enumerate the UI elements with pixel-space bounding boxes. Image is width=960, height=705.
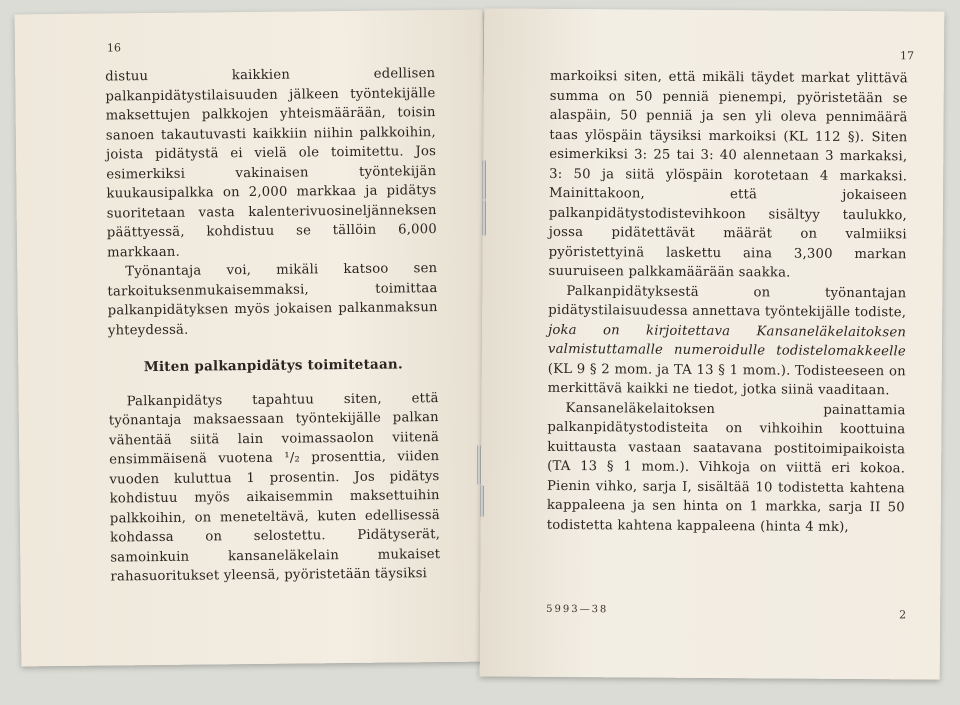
right-paragraph-2-end: (KL 9 § 2 mom. ja TA 13 § 1 mom.). Todisteeseen on merkittävä kaikki ne tiedot, jotka siinä vaaditaan.: [547, 361, 906, 399]
staple-top-icon: [482, 160, 486, 200]
right-paragraph-2-italic: joka on kirjoitettava Kansaneläkelaitoksen valmistuttamalle numeroidulle todistelomakkeelle: [547, 322, 907, 360]
section-heading: Miten palkanpidätys toimitetaan.: [143, 356, 403, 376]
left-paragraph-1: distuu kaikkien edellisen palkanpidätystilaisuuden jälkeen työntekijälle maksettujen palkkojen yhteismäärään, toisin sanoen takautuvasti kaikkiin niihin palkkoihin, joista pidätystä ei vielä ole toimitettu. Jos esimerkiksi vakinaisen työntekijän kuukausipalkka on 2,000 markkaa ja pidätys suoritetaan vasta kalenterivuosineljänneksen päättyessä, kohdistuu se tällöin 6,000 markkaan.: [105, 66, 437, 261]
staple-bottom-icon: [477, 445, 481, 485]
left-page: [15, 10, 490, 667]
right-page: [480, 8, 945, 679]
right-paragraph-2: [548, 281, 907, 400]
right-page-text: [547, 67, 908, 537]
print-code: 5993—38: [546, 603, 609, 616]
left-page-text: [105, 64, 440, 587]
right-paragraph-3: Kansaneläkelaitoksen painattamia palkanpidätystodisteita on vihkoihin koottuina kuittausta vastaan saatavana postitoimipaikoista (TA 13 § 1 mom.). Vihkoja on viittä eri kokoa. Pienin vihko, sarja I, sisältää 10 todistetta kahtena kappaleena ja sen hinta on 1 markka, sarja II 50 todistetta kahtena kappaleena (hinta 4 mk),: [546, 400, 906, 535]
staple-top-lower-icon: [482, 200, 486, 236]
left-paragraph-2: Työnantaja voi, mikäli katsoo sen tarkoituksenmukaisemmaksi, toimittaa palkanpidätyksen myös jokaisen palkanmaksun yhteydessä.: [107, 261, 438, 339]
right-paragraph-2-start: Palkanpidätyksestä on työnantajan pidätystilaisuudessa annettava työntekijälle todiste,: [548, 283, 907, 321]
signature-number: 2: [899, 608, 907, 622]
staple-bottom-lower-icon: [480, 485, 484, 517]
left-paragraph-3: Palkanpidätys tapahtuu siten, että työnantaja maksaessaan työntekijälle palkan vähentää siitä lain voimassaolon viitenä ensimmäisenä vuotena ¹/₂ prosenttia, viiden vuoden kuluttua 1 prosentin. Jos pidätys kohdistuu myös aikaisemmin maksettuihin palkkoihin, on meneteltävä, kuten edellisessä kohdassa on selostettu. Pidätyserät, samoinkuin kansaneläkelain mukaiset rahasuoritukset yleensä, pyöristetään täysiksi: [108, 390, 441, 585]
page-number-left: 16: [106, 41, 122, 55]
page-number-right: 17: [899, 49, 915, 63]
right-paragraph-1: markoiksi siten, että mikäli täydet markat ylittävä summa on 50 penniä pienempi, pyöristetään se alaspäin, 50 penniä ja sen yli oleva pennimäärä taas ylöspäin täysiksi markoiksi (KL 112 §). Siten esimerkiksi 3: 25 tai 3: 40 alennetaan 3 markaksi, 3: 50 ja siitä ylöspäin korotetaan 4 markaksi. Mainittakoon, että jokaiseen palkanpidätystodistevihkoon sisältyy taulukko, jossa pidätettävät määrät on valmiiksi pyöristettyinä laskettu aina 3,300 markan suuruiseen palkkamäärään saakka.: [548, 68, 908, 281]
